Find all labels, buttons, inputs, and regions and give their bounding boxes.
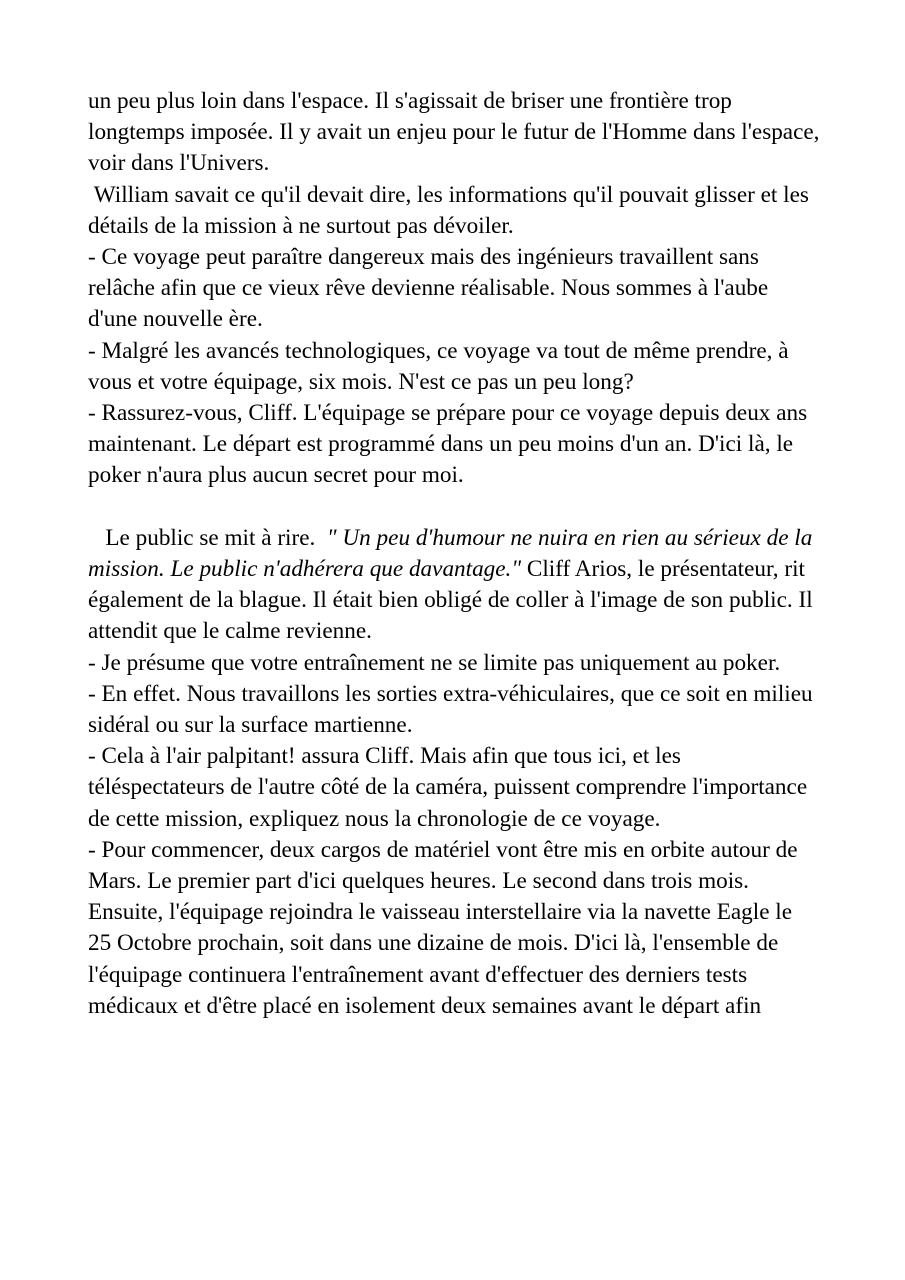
paragraph-8: - En effet. Nous travaillons les sorties extra-véhiculaires, que ce soit en milieu sidéral ou sur la surface martienne. xyxy=(88,680,819,739)
paragraph-1: un peu plus loin dans l'espace. Il s'agissait de briser une frontière trop longtemps imposée. Il y avait un enjeu pour le futur de l'Homme dans l'espace, voir dans l'Univers. xyxy=(88,88,826,177)
paragraph-9: - Cela à l'air palpitant! assura Cliff. Mais afin que tous ici, et les téléspectateurs de l'autre côté de la caméra, puissent comprendre l'importance de cette mission, expliquez nous la chronologie de ce voyage. xyxy=(88,743,813,832)
paragraph-6-lead-text: Le public se mit à rire. xyxy=(88,524,327,551)
text-column xyxy=(88,86,826,1022)
paragraph-6-italic-quote: " Un peu d'humour ne nuira en rien au sérieux de la mission. Le public n'adhérera que davantage." xyxy=(88,524,819,583)
paragraph-5: - Rassurez-vous, Cliff. L'équipage se prépare pour ce voyage depuis deux ans maintenant. Le départ est programmé dans un peu moins d'un an. D'ici là, le poker n'aura plus aucun secret pour moi. xyxy=(88,400,813,489)
paragraph-6 xyxy=(88,523,820,648)
paragraph-4: - Malgré les avancés technologiques, ce voyage va tout de même prendre, à vous et votre équipage, six mois. N'est ce pas un peu long? xyxy=(88,337,795,395)
paragraph-10: - Pour commencer, deux cargos de matériel vont être mis en orbite autour de Mars. Le premier part d'ici quelques heures. Le second dans trois mois. Ensuite, l'équipage rejoindra le vaisseau interstellaire via la navette Eagle le 25 Octobre prochain, soit dans une dizaine de mois. D'ici là, l'ensemble de l'équipage continuera l'entraînement avant d'effectuer des derniers tests médicaux et d'être placé en isolement deux semaines avant le départ afin xyxy=(88,836,804,1019)
paragraph-2: William savait ce qu'il devait dire, les informations qu'il pouvait glisser et les détails de la mission à ne surtout pas dévoiler. xyxy=(88,181,815,239)
paragraph-3: - Ce voyage peut paraître dangereux mais des ingénieurs travaillent sans relâche afin que ce vieux rêve devienne réalisable. Nous sommes à l'aube d'une nouvelle ère. xyxy=(88,244,774,333)
paragraph-6-trailing-text: Cliff Arios, le présentateur, rit également de la blague. Il était bien obligé de coller à l'image de son public. Il attendit que le calme revienne. xyxy=(88,556,819,645)
paragraph-7: - Je présume que votre entraînement ne se limite pas uniquement au poker. xyxy=(88,649,781,676)
